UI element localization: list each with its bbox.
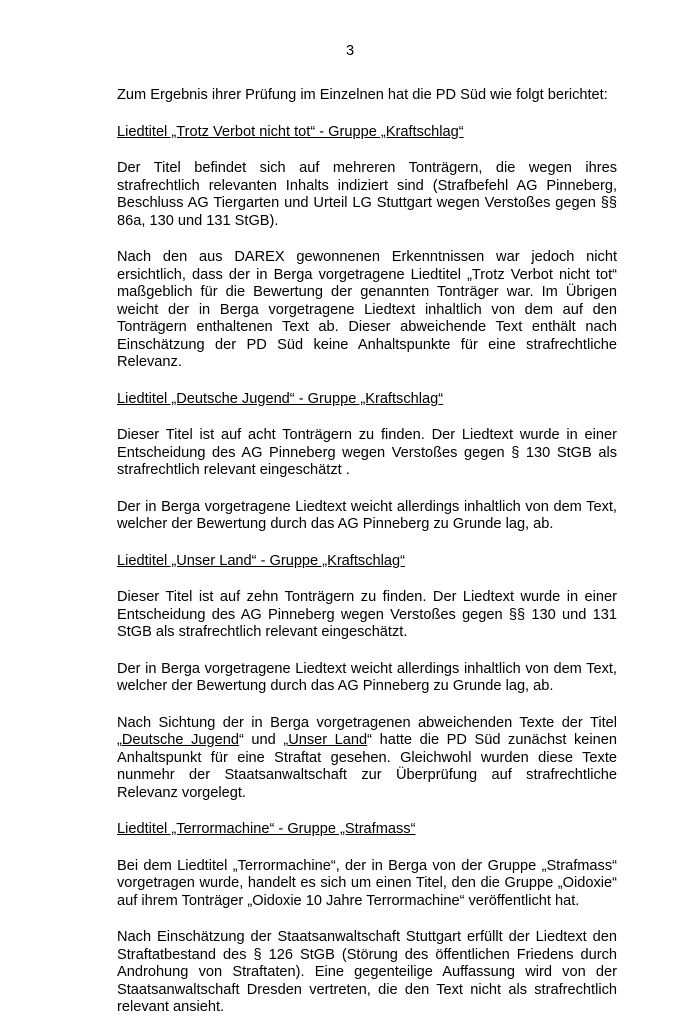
paragraph: Dieser Titel ist auf zehn Tonträgern zu finden. Der Liedtext wurde in einer Entscheidung des AG Pinneberg wegen Verstoßes gegen §§ 130 und 131 StGB als strafrechtlich relevant eingeschätzt. [117,589,617,640]
paragraph: Der in Berga vorgetragene Liedtext weicht allerdings inhaltlich von dem Text, welcher der Bewertung durch das AG Pinneberg zu Grunde lag, ab. [117,660,617,694]
section-heading-terrormachine: Liedtitel „Terrormachine“ - Gruppe „Strafmass“ [117,821,416,837]
song-title-deutsche-jugend: Deutsche Jugend [121,732,239,748]
page-content [117,87,617,1036]
paragraph-sichtung [117,715,617,803]
paragraph: Der Titel befindet sich auf mehreren Tonträgern, die wegen ihres strafrechtlich relevanten Inhalts indiziert sind (Strafbefehl AG Pinneberg, Beschluss AG Tiergarten und Urteil LG Stuttgart wegen Verstoßes gegen §§ 86a, 130 und 131 StGB). [117,160,617,229]
paragraph: Nach Einschätzung der Staatsanwaltschaft Stuttgart erfüllt der Liedtext den Straftatbestand des § 126 StGB (Störung des öffentlichen Friedens durch Androhung von Straftaten). Eine gegenteilige Auffassung wird von der Staatsanwaltschaft Dresden vertreten, die den Text nicht als strafrechtlich relevant ansieht. [117,929,617,1015]
section-heading-deutsche-jugend: Liedtitel „Deutsche Jugend“ - Gruppe „Kraftschlag“ [117,390,444,407]
section-heading-unser-land: Liedtitel „Unser Land“ - Gruppe „Kraftschlag“ [117,552,405,569]
text-run: “ und „ [238,732,289,748]
section-heading-trotz-verbot: Liedtitel „Trotz Verbot nicht tot“ - Gruppe „Kraftschlag“ [117,123,464,140]
paragraph: Dieser Titel ist auf acht Tonträgern zu finden. Der Liedtext wurde in einer Entscheidung des AG Pinneberg wegen Verstoßes gegen § 130 StGB als strafrechtlich relevant eingeschätzt . [117,427,617,478]
intro-paragraph: Zum Ergebnis ihrer Prüfung im Einzelnen hat die PD Süd wie folgt berichtet: [117,87,608,103]
paragraph: Bei dem Liedtitel „Terrormachine“, der in Berga von der Gruppe „Strafmass“ vorgetragen wurde, handelt es sich um einen Titel, den die Gruppe „Oidoxie“ auf ihrem Tonträger „Oidoxie 10 Jahre Terrormachine“ veröffentlicht hat. [117,857,617,909]
text-run: Nach Sichtung der in Berga vorgetragenen abweichenden Texte der Titel „ [117,714,617,748]
page-number: 3 [345,43,355,59]
paragraph: Nach den aus DAREX gewonnenen Erkenntnissen war jedoch nicht ersichtlich, dass der in Berga vorgetragene Liedtitel „Trotz Verbot nicht tot“ maßgeblich für die Bewertung der genannten Tonträger war. Im Übrigen weicht der in Berga vorgetragene Liedtext inhaltlich von dem auf den Tonträgern enthaltenen Text ab. Dieser abweichende Text enthält nach Einschätzung der PD Süd keine Anhaltspunkte für eine strafrechtliche Relevanz. [117,249,617,370]
text-run: “ hatte die PD Süd zunächst keinen Anhaltspunkt für eine Straftat gesehen. Gleichwohl wurden diese Texte nunmehr der Staatsanwaltschaft zur Überprüfung auf strafrechtliche Relevanz vorgelegt. [117,732,617,801]
song-title-unser-land: Unser Land [288,732,368,748]
paragraph: Der in Berga vorgetragene Liedtext weicht allerdings inhaltlich von dem Text, welcher der Bewertung durch das AG Pinneberg zu Grunde lag, ab. [117,498,617,532]
